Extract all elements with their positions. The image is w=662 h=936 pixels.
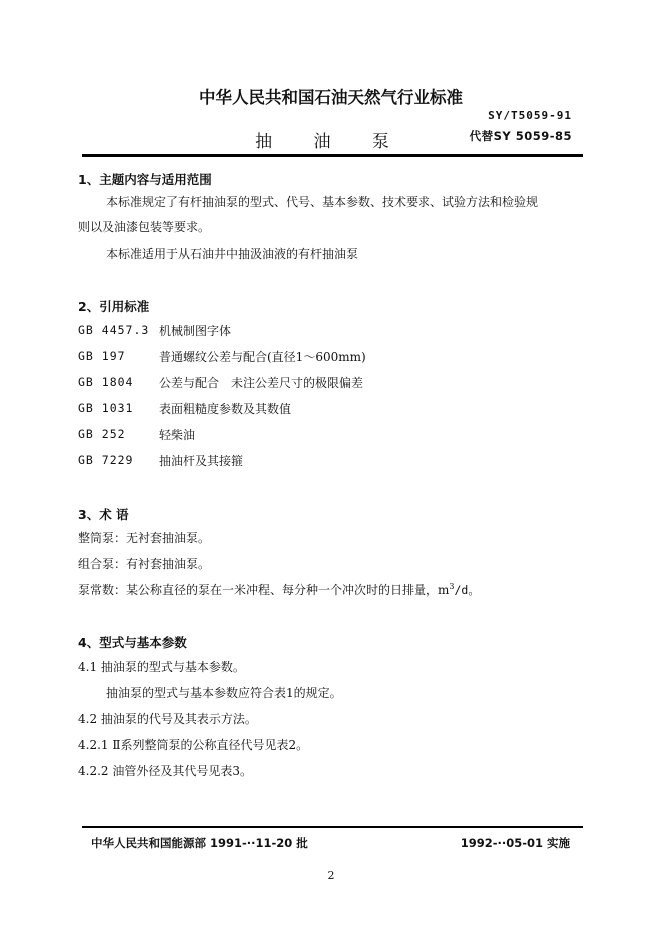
ref-title: 机械制图字体 — [159, 324, 232, 338]
ref-code: GB 252 — [78, 427, 126, 441]
header-rule — [82, 154, 583, 157]
clause-4-1: 4.1 抽油泵的型式与基本参数。 — [78, 660, 245, 674]
pump-constant-text: 泵常数：某公称直径的泵在一米冲程、每分种一个冲次时的日排量，m — [78, 583, 450, 597]
term-liner-pump: 组合泵：有衬套抽油泵。 — [78, 557, 211, 571]
clause-4-2: 4.2 抽油泵的代号及其表示方法。 — [78, 712, 257, 726]
ref-code: GB 197 — [78, 349, 126, 363]
unit-superscript: 3 — [449, 582, 455, 591]
term-full-barrel-pump: 整筒泵：无衬套抽油泵。 — [78, 531, 211, 545]
document-title: 抽 油 泵 — [255, 132, 407, 152]
section-2-heading: 2、引用标准 — [78, 299, 150, 314]
section-1-paragraph-line-2: 则以及油漆包装等要求。 — [78, 220, 211, 234]
ref-title: 轻柴油 — [159, 428, 196, 442]
ref-title: 表面粗糙度参数及其数值 — [159, 402, 292, 416]
section-4-heading: 4、型式与基本参数 — [78, 635, 187, 650]
section-1-heading: 1、主题内容与适用范围 — [78, 172, 212, 187]
section-1-scope: 本标准适用于从石油井中抽汲油液的有杆抽油泵 — [106, 247, 359, 261]
ref-title: 公差与配合 未注公差尺寸的极限偏差 — [159, 376, 364, 390]
ref-code: GB 7229 — [78, 453, 134, 467]
page-number: 2 — [327, 869, 335, 882]
ref-code: GB 1031 — [78, 401, 134, 415]
clause-4-2-1: 4.2.1 Ⅱ系列整筒泵的公称直径代号见表2。 — [78, 738, 309, 752]
unit-tail: /d。 — [454, 583, 480, 597]
implementation-date: 1992-··05-01 实施 — [460, 836, 570, 850]
clause-4-2-2: 4.2.2 油管外径及其代号见表3。 — [78, 764, 252, 778]
term-pump-constant — [78, 581, 480, 598]
section-1-paragraph-line-1: 本标准规定了有杆抽油泵的型式、代号、基本参数、技术要求、试验方法和检验规 — [106, 195, 539, 209]
standard-organization: 中华人民共和国石油天然气行业标准 — [199, 88, 463, 107]
ref-title: 普通螺纹公差与配合(直径1～600mm) — [159, 350, 366, 364]
ref-title: 抽油杆及其接箍 — [159, 454, 244, 468]
approval-info: 中华人民共和国能源部 1991-··11-20 批 — [91, 836, 308, 850]
standard-code: SY/T5059-91 — [488, 109, 572, 122]
ref-code: GB 4457.3 — [78, 323, 150, 337]
replaces-standard: 代替SY 5059-85 — [469, 129, 572, 143]
footer-rule — [82, 826, 583, 828]
ref-code: GB 1804 — [78, 375, 134, 389]
clause-4-1-body: 抽油泵的型式与基本参数应符合表1的规定。 — [106, 686, 342, 700]
section-3-heading: 3、术 语 — [78, 507, 129, 522]
